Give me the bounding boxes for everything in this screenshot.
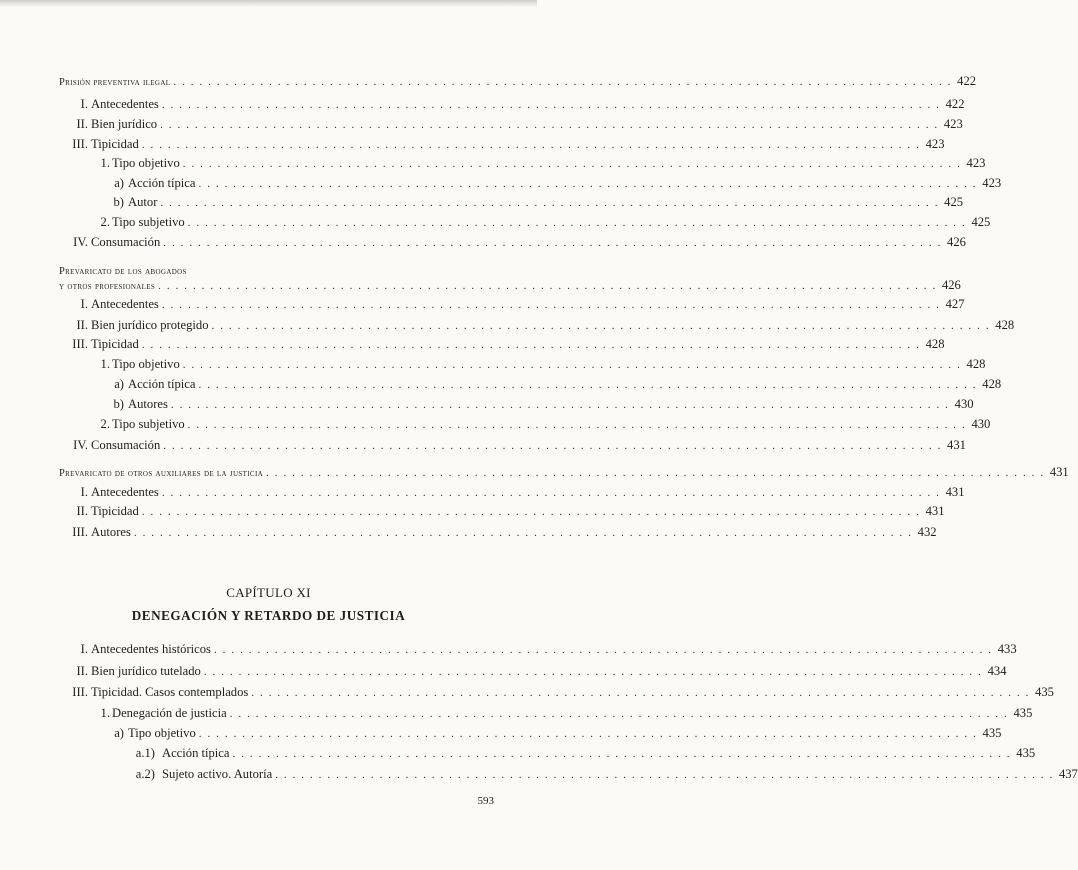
entry-page: 425 [944, 195, 964, 209]
chapter-title: DENEGACIÓN Y RETARDO DE JUSTICIA [131, 608, 406, 623]
toc-entry [0, 744, 1036, 762]
entry-label: Bien jurídico tutelado [91, 664, 201, 678]
entry-number: b) [113, 195, 124, 209]
entry-page: 426 [947, 235, 966, 249]
entry-number: II. [76, 318, 88, 332]
section-title-row [59, 276, 961, 294]
toc-entry [0, 395, 974, 413]
entry-page: 435 [1035, 685, 1054, 699]
dot-leader: . . . . . . . . . . . . . . . . . . . . . . . . . . . . . . . . . . . . . . . . . . . . . . . . . . . . . . . . . . . . . . . . . . . . . . . . . . . . . . . . . . . . . . . . . . [170, 399, 950, 411]
toc-entry [0, 355, 986, 373]
section-title-row [59, 72, 977, 90]
toc-entry [0, 640, 1017, 658]
entry-page: 428 [925, 337, 945, 351]
entry-label: Tipicidad [91, 337, 139, 351]
entry-label: Acción típica [128, 377, 196, 391]
dot-leader: . . . . . . . . . . . . . . . . . . . . . . . . . . . . . . . . . . . . . . . . . . . . . . . . . . . . . . . . . . . . . . . . . . . . . . . . . . . . . . . . . . . . . . . . . . [163, 440, 942, 452]
entry-number: 1. [100, 357, 110, 371]
entry-label: Autor [128, 195, 158, 209]
entry-label: Sujeto activo. Autoría [162, 767, 273, 781]
entry-label: Autores [128, 397, 168, 411]
entry-number: II. [76, 664, 88, 678]
entry-page: 435 [1016, 746, 1036, 760]
toc-entry [0, 174, 1002, 192]
entry-number: a) [114, 176, 124, 190]
entry-number: III. [72, 685, 88, 699]
entry-label: Tipicidad. Casos contemplados [91, 685, 249, 699]
entry-label: Antecedentes históricos [91, 642, 211, 656]
entry-page: 423 [966, 156, 986, 170]
page-top-edge [0, 0, 537, 7]
entry-label: Tipo subjetivo [112, 417, 185, 431]
dot-leader: . . . . . . . . . . . . . . . . . . . . . . . . . . . . . . . . . . . . . . . . . . . . . . . . . . . . . . . . . . . . . . . . . . . . . . . . . . . . . . . . . . . . . . . . . . [163, 237, 942, 249]
toc-entry [0, 724, 1002, 742]
entry-number: a.2) [135, 767, 155, 781]
dot-leader: . . . . . . . . . . . . . . . . . . . . . . . . . . . . . . . . . . . . . . . . . . . . . . . . . . . . . . . . . . . . . . . . . . . . . . . . . . . . . . . . . . . . . . . . . . [187, 419, 967, 431]
entry-page: 430 [971, 417, 991, 431]
entry-label: Tipicidad [91, 504, 139, 518]
toc-entry [0, 523, 937, 541]
entry-page: 431 [945, 485, 965, 499]
dot-leader: . . . . . . . . . . . . . . . . . . . . . . . . . . . . . . . . . . . . . . . . . . . . . . . . . . . . . . . . . . . . . . . . . . . . . . . . . . . . . . . . . . . . . . . . . . [275, 769, 1054, 781]
entry-label: Antecedentes [91, 297, 159, 311]
dot-leader: . . . . . . . . . . . . . . . . . . . . . . . . . . . . . . . . . . . . . . . . . . . . . . . . . . . . . . . . . . . . . . . . . . . . . . . . . . . . . . . . . . . . . . . . . . [182, 158, 962, 170]
dot-leader: . . . . . . . . . . . . . . . . . . . . . . . . . . . . . . . . . . . . . . . . . . . . . . . . . . . . . . . . . . . . . . . . . . . . . . . . . . . . . . . . . . . . . . . . . . [160, 197, 940, 209]
entry-number: I. [80, 642, 88, 656]
dot-leader: . . . . . . . . . . . . . . . . . . . . . . . . . . . . . . . . . . . . . . . . . . . . . . . . . . . . . . . . . . . . . . . . . . . . . . . . . . . . . . . . . . . . . . . . . . [141, 139, 921, 151]
entry-number: I. [80, 297, 88, 311]
entry-label: Acción típica [162, 746, 230, 760]
dot-leader: . . . . . . . . . . . . . . . . . . . . . . . . . . . . . . . . . . . . . . . . . . . . . . . . . . . . . . . . . . . . . . . . . . . . . . . . . . . . . . . . . . . . . . . . . . [211, 320, 991, 332]
entry-label: Bien jurídico [91, 117, 158, 131]
toc-entry [0, 335, 945, 353]
section-page: 422 [957, 74, 977, 88]
entry-page: 433 [997, 642, 1017, 656]
entry-number: III. [72, 137, 88, 151]
toc-entry [0, 662, 1007, 680]
entry-number: IV. [73, 438, 88, 452]
page-number: 593 [477, 795, 494, 807]
entry-number: a.1) [135, 746, 155, 760]
entry-number: 1. [100, 706, 110, 720]
entry-number: 1. [100, 156, 110, 170]
section-page: 431 [1049, 465, 1069, 479]
entry-page: 431 [925, 504, 945, 518]
entry-page: 422 [945, 97, 965, 111]
entry-number: II. [76, 117, 88, 131]
toc-entry [0, 154, 986, 172]
dot-leader: . . . . . . . . . . . . . . . . . . . . . . . . . . . . . . . . . . . . . . . . . . . . . . . . . . . . . . . . . . . . . . . . . . . . . . . . . . . . . . . . . . . . . . . . . . [141, 506, 921, 518]
entry-number: III. [72, 525, 88, 539]
entry-number: b) [113, 397, 124, 411]
entry-label: Tipo objetivo [112, 156, 180, 170]
entry-label: Antecedentes [91, 97, 159, 111]
dot-leader: . . . . . . . . . . . . . . . . . . . . . . . . . . . . . . . . . . . . . . . . . . . . . . . . . . . . . . . . . . . . . . . . . . . . . . . . . . . . . . . . . . . . . . . . . . [133, 527, 913, 539]
toc-entry [0, 765, 1078, 783]
entry-label: Antecedentes [91, 485, 159, 499]
section-page: 426 [941, 278, 961, 292]
toc-entry [0, 95, 965, 113]
toc-entry [0, 436, 966, 454]
entry-page: 437 [1058, 767, 1078, 781]
entry-label: Consumación [91, 438, 161, 452]
toc-entry [0, 316, 1015, 334]
toc-entry [0, 502, 945, 520]
toc-entry [0, 483, 965, 501]
entry-label: Tipo objetivo [128, 726, 196, 740]
entry-label: Denegación de justicia [112, 706, 227, 720]
entry-page: 423 [925, 137, 945, 151]
dot-leader: . . . . . . . . . . . . . . . . . . . . . . . . . . . . . . . . . . . . . . . . . . . . . . . . . . . . . . . . . . . . . . . . . . . . . . . . . . . . . . . . . . . . . . . . . . [161, 99, 941, 111]
toc-entry [0, 193, 964, 211]
dot-leader: . . . . . . . . . . . . . . . . . . . . . . . . . . . . . . . . . . . . . . . . . . . . . . . . . . . . . . . . . . . . . . . . . . . . . . . . . . . . . . . . . . . . . . . . . . [187, 217, 967, 229]
entry-page: 430 [954, 397, 974, 411]
dot-leader: . . . . . . . . . . . . . . . . . . . . . . . . . . . . . . . . . . . . . . . . . . . . . . . . . . . . . . . . . . . . . . . . . . . . . . . . . . . . . . . . . . . . . . . . . . [182, 359, 962, 371]
toc-entry [0, 295, 965, 313]
section-title-row [59, 463, 1069, 481]
section-title: Prisión preventiva ilegal [59, 77, 171, 88]
entry-page: 425 [971, 215, 991, 229]
entry-page: 431 [947, 438, 966, 452]
dot-leader: . . . . . . . . . . . . . . . . . . . . . . . . . . . . . . . . . . . . . . . . . . . . . . . . . . . . . . . . . . . . . . . . . . . . . . . . . . . . . . . . . . . . . . . . . . [198, 728, 978, 740]
entry-label: Tipo objetivo [112, 357, 180, 371]
dot-leader: . . . . . . . . . . . . . . . . . . . . . . . . . . . . . . . . . . . . . . . . . . . . . . . . . . . . . . . . . . . . . . . . . . . . . . . . . . . . . . . . . . . . . . . . . . [141, 339, 921, 351]
dot-leader: . . . . . . . . . . . . . . . . . . . . . . . . . . . . . . . . . . . . . . . . . . . . . . . . . . . . . . . . . . . . . . . . . . . . . . . . . . . . . . . . . . . . . . . . . . [251, 687, 1030, 699]
toc-entry [0, 135, 945, 153]
entry-page: 435 [1013, 706, 1033, 720]
toc-entry [0, 415, 991, 433]
entry-number: a) [114, 726, 124, 740]
entry-label: Acción típica [128, 176, 196, 190]
toc-entry [0, 115, 963, 133]
entry-number: I. [80, 485, 88, 499]
dot-leader: . . . . . . . . . . . . . . . . . . . . . . . . . . . . . . . . . . . . . . . . . . . . . . . . . . . . . . . . . . . . . . . . . . . . . . . . . . . . . . . . . . . . . . . . . . [161, 299, 941, 311]
entry-page: 423 [982, 176, 1002, 190]
entry-number: 2. [100, 417, 110, 431]
entry-label: Consumación [91, 235, 161, 249]
dot-leader: . . . . . . . . . . . . . . . . . . . . . . . . . . . . . . . . . . . . . . . . . . . . . . . . . . . . . . . . . . . . . . . . . . . . . . . . . . . . . . . . . . . . . . . . . . [160, 119, 939, 131]
entry-number: I. [80, 97, 88, 111]
entry-label: Tipo subjetivo [112, 215, 185, 229]
entry-page: 428 [982, 377, 1002, 391]
entry-page: 428 [966, 357, 986, 371]
entry-number: a) [114, 377, 124, 391]
section-title-line: Prevaricato de los abogados [59, 266, 187, 277]
entry-number: II. [76, 504, 88, 518]
dot-leader: . . . . . . . . . . . . . . . . . . . . . . . . . . . . . . . . . . . . . . . . . . . . . . . . . . . . . . . . . . . . . . . . . . . . . . . . . . . . . . . . . . . . . . . . . . [198, 379, 978, 391]
toc-entry [0, 375, 1002, 393]
dot-leader: . . . . . . . . . . . . . . . . . . . . . . . . . . . . . . . . . . . . . . . . . . . . . . . . . . . . . . . . . . . . . . . . . . . . . . . . . . . . . . . . . . . . . . . . . . [203, 666, 983, 678]
dot-leader: . . . . . . . . . . . . . . . . . . . . . . . . . . . . . . . . . . . . . . . . . . . . . . . . . . . . . . . . . . . . . . . . . . . . . . . . . . . . . . . . . . . . . . . . . . [229, 708, 1009, 720]
entry-page: 434 [987, 664, 1007, 678]
entry-page: 427 [945, 297, 965, 311]
entry-label: Bien jurídico protegido [91, 318, 209, 332]
entry-page: 423 [943, 117, 963, 131]
dot-leader: . . . . . . . . . . . . . . . . . . . . . . . . . . . . . . . . . . . . . . . . . . . . . . . . . . . . . . . . . . . . . . . . . . . . . . . . . . . . . . . . . . . . . . . . . . [232, 748, 1012, 760]
dot-leader: . . . . . . . . . . . . . . . . . . . . . . . . . . . . . . . . . . . . . . . . . . . . . . . . . . . . . . . . . . . . . . . . . . . . . . . . . . . . . . . . . . . . . . . . . . [213, 644, 993, 656]
entry-page: 428 [995, 318, 1015, 332]
section-title: Prevaricato de otros auxiliares de la justicia [59, 468, 264, 479]
entry-number: III. [72, 337, 88, 351]
chapter-number: CAPÍTULO XI [226, 585, 311, 600]
entry-label: Autores [91, 525, 131, 539]
toc-entry [0, 704, 1033, 722]
toc-entry [0, 233, 966, 251]
entry-label: Tipicidad [91, 137, 139, 151]
dot-leader: . . . . . . . . . . . . . . . . . . . . . . . . . . . . . . . . . . . . . . . . . . . . . . . . . . . . . . . . . . . . . . . . . . . . . . . . . . . . . . . . . . . . . . . . . . [266, 467, 1045, 479]
dot-leader: . . . . . . . . . . . . . . . . . . . . . . . . . . . . . . . . . . . . . . . . . . . . . . . . . . . . . . . . . . . . . . . . . . . . . . . . . . . . . . . . . . . . . . . . . . [173, 76, 953, 88]
entry-number: 2. [100, 215, 110, 229]
toc-entry [0, 683, 1054, 701]
dot-leader: . . . . . . . . . . . . . . . . . . . . . . . . . . . . . . . . . . . . . . . . . . . . . . . . . . . . . . . . . . . . . . . . . . . . . . . . . . . . . . . . . . . . . . . . . . [158, 280, 937, 292]
entry-number: IV. [73, 235, 88, 249]
dot-leader: . . . . . . . . . . . . . . . . . . . . . . . . . . . . . . . . . . . . . . . . . . . . . . . . . . . . . . . . . . . . . . . . . . . . . . . . . . . . . . . . . . . . . . . . . . [198, 178, 978, 190]
section-title: y otros profesionales [59, 281, 156, 292]
entry-page: 432 [917, 525, 937, 539]
entry-page: 435 [982, 726, 1002, 740]
toc-entry [0, 213, 991, 231]
dot-leader: . . . . . . . . . . . . . . . . . . . . . . . . . . . . . . . . . . . . . . . . . . . . . . . . . . . . . . . . . . . . . . . . . . . . . . . . . . . . . . . . . . . . . . . . . . [161, 487, 941, 499]
